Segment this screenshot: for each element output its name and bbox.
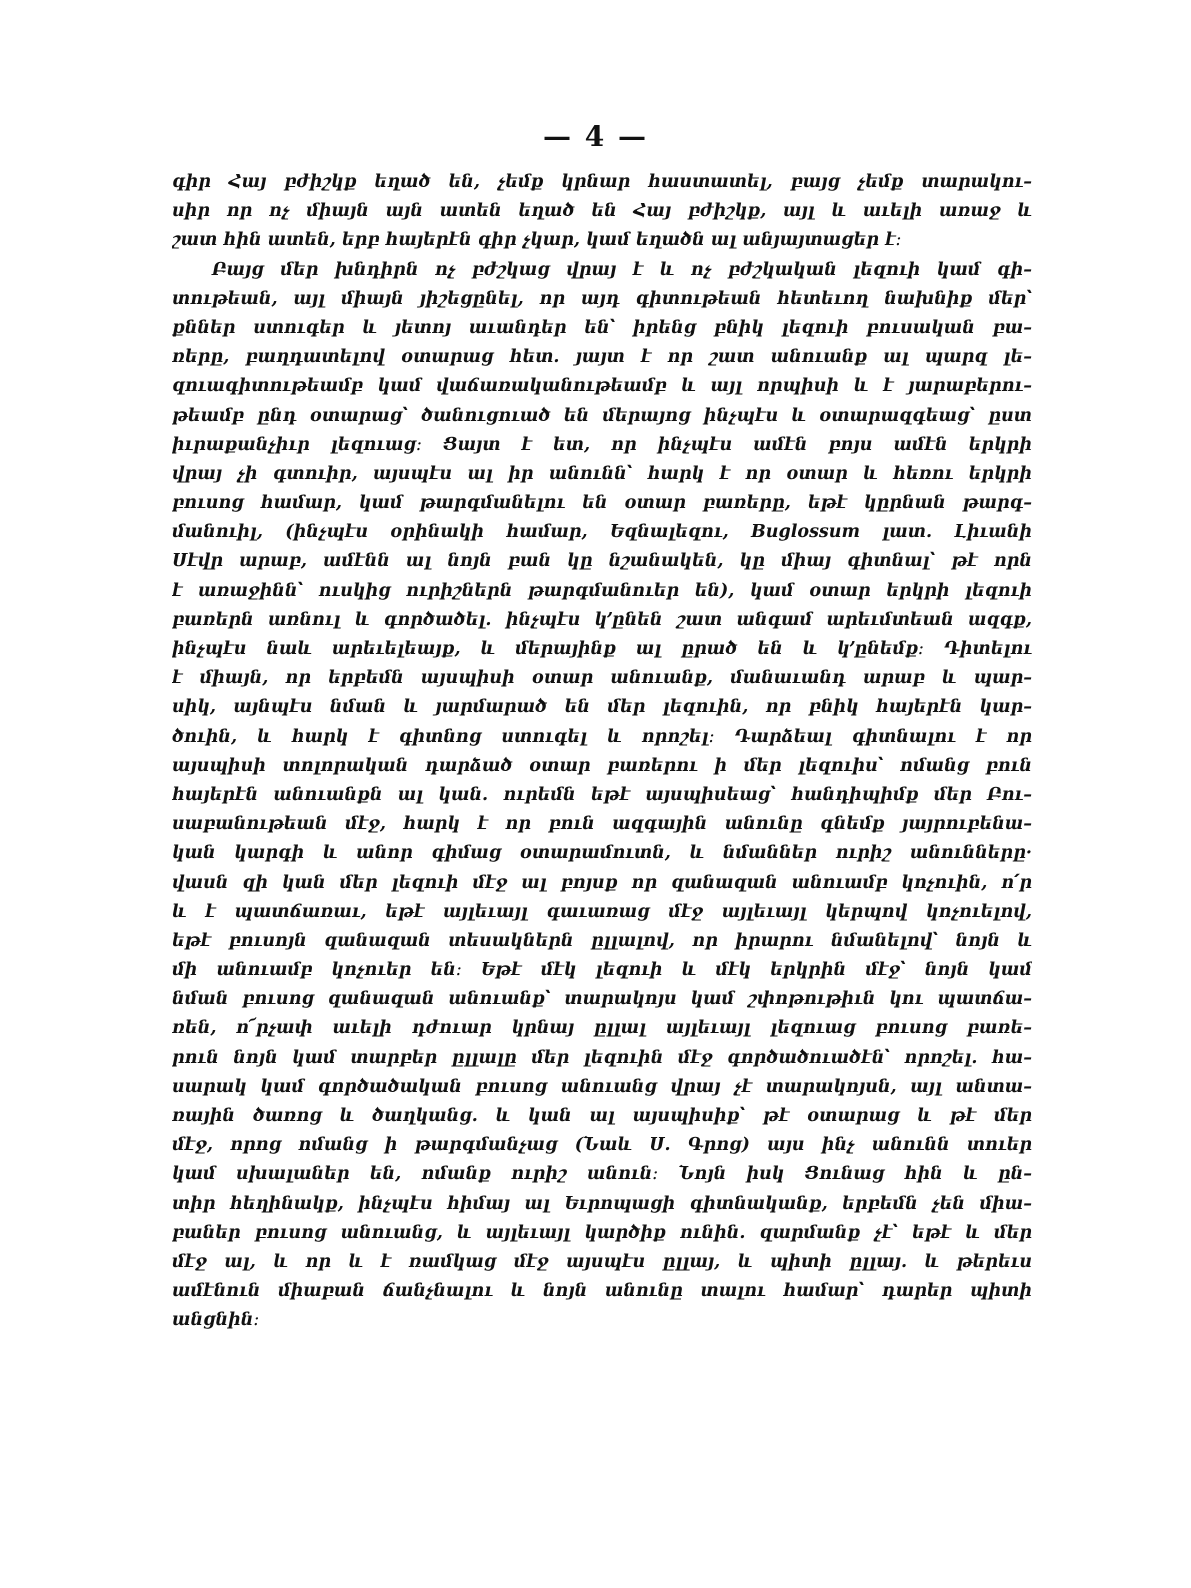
text-line: սաբանութեան մէջ, հարկ է որ բուն ազգային անունը գնեմք յայրուբենա– xyxy=(172,814,1032,835)
text-line: է միայն, որ երբեմն այսպիսի օտար անուանք, մանաւանդ արաբ և պար– xyxy=(172,668,1032,689)
text-line: քններ ստուգեր և յետոյ աւանդեր են՝ իրենց բնիկ լեզուի բուսական բա– xyxy=(172,317,1032,338)
text-line: իւրաքանչիւր լեզուաց։ Ցայտ է ետ, որ ինչպէս ամէն բոյս ամէն երկրի xyxy=(172,434,1032,455)
text-line: կամ սխալաներ են, ոմանք ուրիշ անուն։ Նոյն իսկ Ցունաց հին և ըն– xyxy=(172,1164,1032,1185)
text-line: րուն նոյն կամ տարբեր ըլլալը մեր լեզուին մէջ գործածուածէն՝ որոշել. հա– xyxy=(172,1047,1032,1068)
text-line: սիր որ ոչ միայն այն ատեն եղած են Հայ բժիշկք, այլ և աւելի առաջ և xyxy=(172,201,1032,222)
text-line: և է պատճառաւ, եթէ այլեւայլ գաւառաց մէջ այլեւայլ կերպով կոչուելով, xyxy=(172,901,1032,922)
text-line: ռային ծառոց և ծաղկանց. և կան ալ այսպիսիք՝ թէ օտարաց և թէ մեր xyxy=(172,1106,1032,1126)
text-line: մէջ, որոց ոմանց ի թարգմանչաց (Նաև Ս. Գրոց) այս ինչ անունն տուեր xyxy=(172,1135,1032,1156)
text-line: է առաջինն՝ ուսկից ուրիշներն թարգմանուեր են), կամ օտար երկրի լեզուի xyxy=(172,580,1032,601)
text-line: ինչպէս նաև արեւելեայք, և մերայինք ալ ըրած են և կ՚ընեմք։ Դիտելու xyxy=(172,639,1032,659)
text-line: ամէնուն միաբան ճանչնալու և նոյն անունը տալու համար՝ դարեր պիտի xyxy=(172,1281,1032,1302)
text-line: Սէվր արաբ, ամէնն ալ նոյն բան կը նշանակեն, կը միայ գիտնալ՝ թէ որն xyxy=(172,551,1032,572)
text-line: այսպիսի տոլորական դարձած օտար բառերու ի մեր լեզուիս՝ ոմանց բուն xyxy=(172,755,1032,776)
text-line: վասն զի կան մեր լեզուի մէջ ալ բոյսք որ զանազան անուամբ կոչուին, ո՛ր xyxy=(172,872,1032,893)
text-line: ծուին, և հարկ է գիտնոց ստուգել և որոշել։ Դարձեալ գիտնալու է որ xyxy=(172,726,1032,747)
text-line: շատ հին ատեն, երբ հայերէն գիր չկար, կամ եղածն ալ անյայտացեր է։ xyxy=(172,230,902,251)
text-line: վրայ չի գտուիր, այսպէս ալ իր անունն՝ հարկ է որ օտար և հեռու երկրի xyxy=(172,463,1032,484)
text-line: բառերն առնուլ և գործածել. ինչպէս կ՚ընեն շատ անգամ արեւմտեան ազգք, xyxy=(172,609,1032,630)
text-line: ռեն, ո՜րչափ աւելի դժուար կրնայ ըլլալ այլեւայլ լեզուաց բուսոց բառե– xyxy=(172,1018,1032,1039)
text-line: հայերէն անուանքն ալ կան. ուրեմն եթէ այսպիսեաց՝ հանդիպիմք մեր Բու– xyxy=(172,784,1032,805)
text-line: թեամբ ընդ օտարաց՝ ծանուցուած են մերայոց ինչպէս և օտարազգեաց՝ ըստ xyxy=(172,405,1032,426)
paragraph-start-line: Բայց մեր խնդիրն ոչ բժշկաց վրայ է և ոչ բժշկական լեզուի կամ գի– xyxy=(212,259,1032,280)
body-text xyxy=(172,168,1032,1336)
text-line: մանուիլ, (ինչպէս օրինակի համար, Եզնալեզու, Buglossum լատ. Լիւանի xyxy=(172,522,1032,543)
text-line: կան կարգի և անոր գիմաց օտարամուտն, և նմաններ ուրիշ անունները· xyxy=(172,843,1032,864)
text-line: տիր հեղինակք, ինչպէս հիմայ ալ Եւրոպացի գիտնականք, երբեմն չեն միա– xyxy=(172,1193,1032,1214)
text-line: սիկ, այնպէս նման և յարմարած են մեր լեզուին, որ բնիկ հայերէն կար– xyxy=(172,697,1032,718)
text-line: գիր Հայ բժիշկք եղած են, չեմք կրնար հաստատել, բայց չեմք տարակու– xyxy=(172,172,1032,192)
text-line: նման բուսոց զանազան անուանք՝ տարակոյս կամ շփոթութիւն կու պատճա– xyxy=(172,989,1032,1010)
text-line: մէջ ալ, և որ և է ռամկաց մէջ այսպէս ըլլայ, և պիտի ըլլայ. և թերեւս xyxy=(172,1251,1032,1272)
page-number: — 4 — xyxy=(543,120,648,153)
text-line: տութեան, այլ միայն յիշեցընել, որ այդ գիտութեան հետեւող նախնիք մեր՝ xyxy=(172,288,1032,309)
text-line: բաներ բուսոց անուանց, և այլեւայլ կարծիք ունին. զարմանք չէ՝ եթէ և մեր xyxy=(172,1222,1032,1243)
text-line: բուսոց համար, կամ թարգմանելու են օտար բառերը, եթէ կըրնան թարգ– xyxy=(172,493,1032,514)
text-line: սարակ կամ գործածական բուսոց անուանց վրայ չէ տարակոյսն, այլ անտա– xyxy=(172,1076,1032,1097)
text-line: մի անուամբ կոչուեր են։ Եթէ մէկ լեզուի և մէկ երկրին մէջ՝ նոյն կամ xyxy=(172,960,1032,981)
text-line: անցնին։ xyxy=(172,1310,260,1331)
text-line: եթէ բուսոյն զանազան տեսակներն ըլլալով, որ իրարու նմանելով՝ նոյն և xyxy=(172,930,1032,951)
text-line: ռերը, բաղդատելով օտարաց հետ. յայտ է որ շատ անուանք ալ պարզ լե– xyxy=(172,347,1032,368)
text-line: զուագիտութեամբ կամ վաճառականութեամբ և այլ որպիսի և է յարաբերու– xyxy=(172,376,1032,397)
